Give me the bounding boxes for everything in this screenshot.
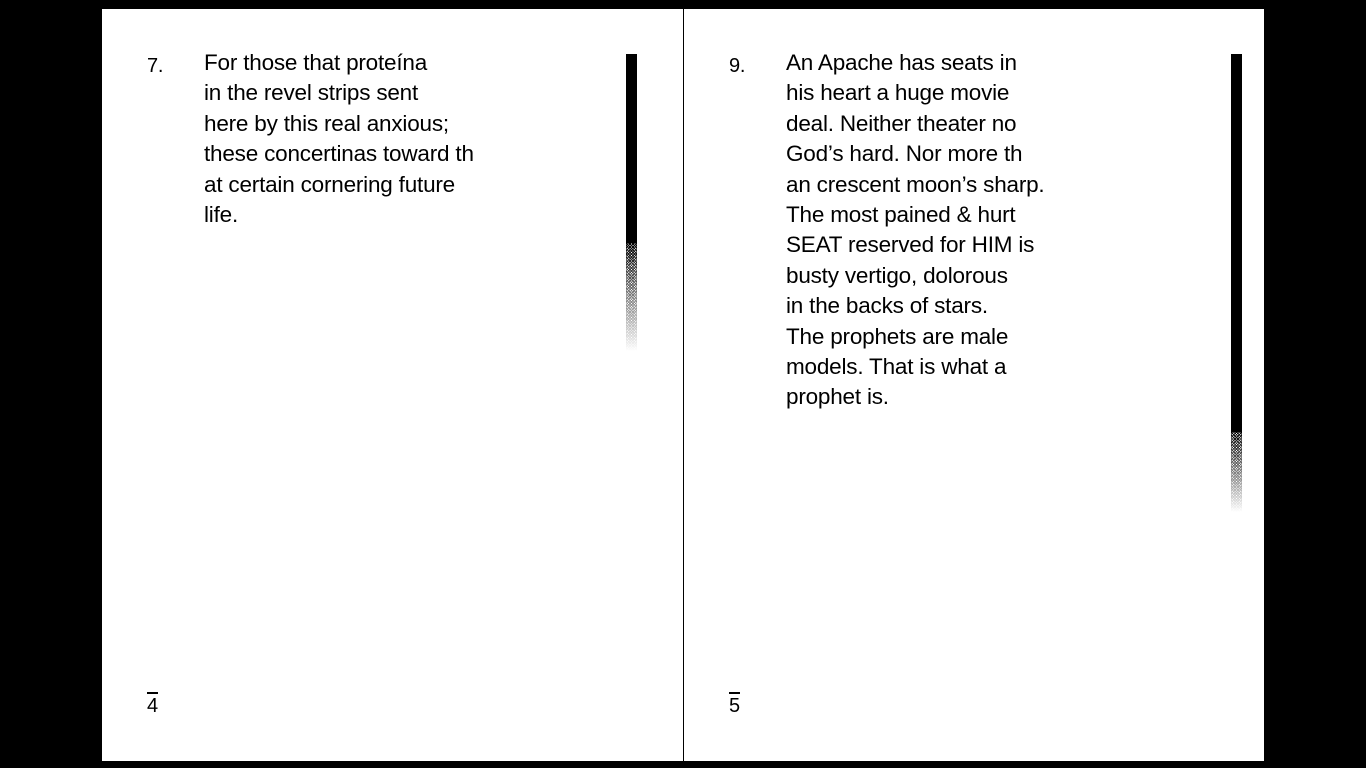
page-number: 5: [729, 692, 740, 718]
margin-bar: [1231, 54, 1242, 512]
poem-number: 9.: [729, 55, 746, 77]
book-spread: [102, 9, 1264, 761]
margin-bar-fade: [1231, 432, 1242, 512]
poem-text: An Apache has seats in his heart a huge movie deal. Neither theater no God’s hard. Nor more th an crescent moon’s sharp. The most pained & hurt SEAT reserved for HIM is busty vertigo, dolorous in the backs of stars. The prophets are male models. That is what a prophet is.: [786, 50, 1045, 410]
margin-bar-solid: [626, 54, 637, 243]
page-number: 4: [147, 692, 158, 718]
margin-bar-solid: [1231, 54, 1242, 432]
left-page: [102, 9, 683, 761]
right-page: [683, 9, 1264, 761]
margin-bar: [626, 54, 637, 351]
margin-bar-fade: [626, 243, 637, 351]
poem-text: For those that proteína in the revel strips sent here by this real anxious; these concertinas toward th at certain cornering future life.: [204, 50, 474, 228]
poem-number: 7.: [147, 55, 164, 77]
